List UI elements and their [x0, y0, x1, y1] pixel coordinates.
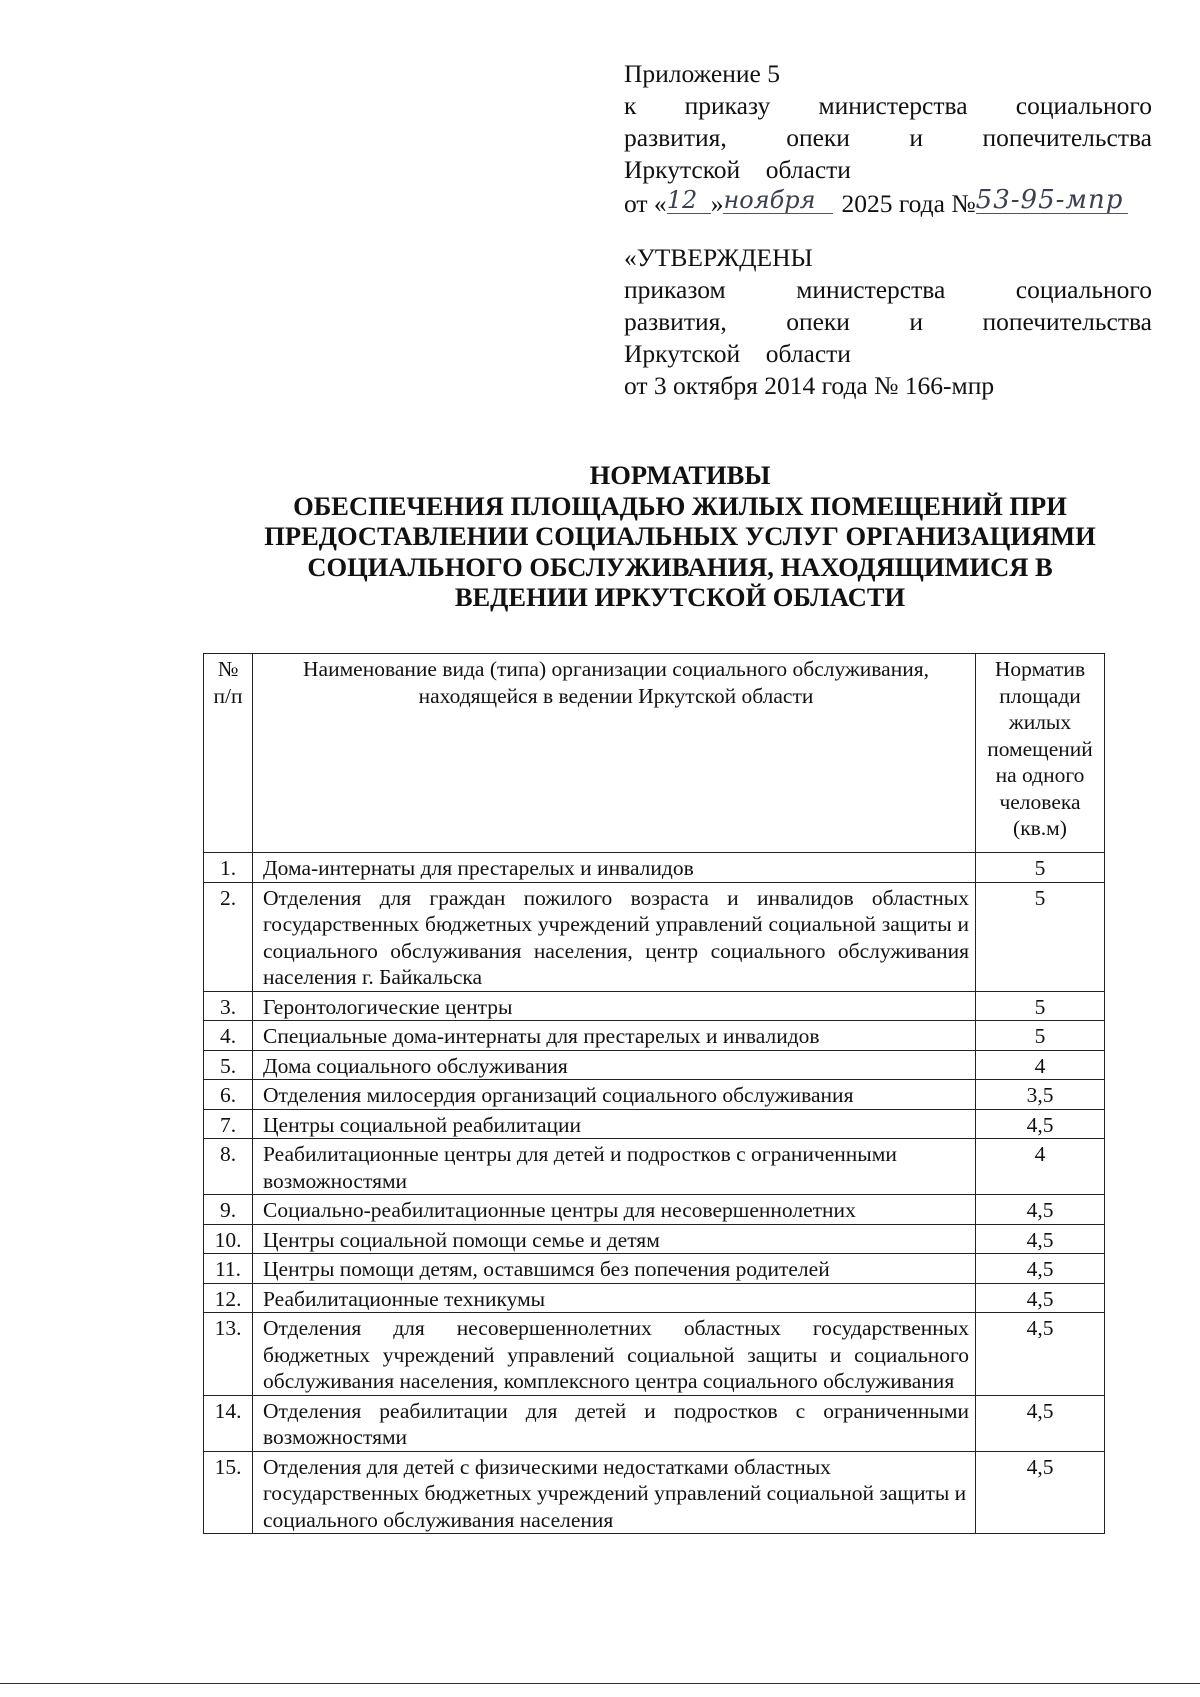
- appendix-order-ref: к приказу министерства социального: [624, 91, 1152, 120]
- appendix-date-line: от « 12 » ноября 2025 года № 53-95-мпр: [624, 186, 1152, 220]
- title-line-3: ПРЕДОСТАВЛЕНИИ СОЦИАЛЬНЫХ УСЛУГ ОРГАНИЗАЦИЯМИ: [264, 521, 1096, 551]
- row-name: Отделения для детей с физическими недостатками областных государственных бюджетных учреждений управлений социальной защиты и социального обслуживания населения: [253, 1451, 976, 1534]
- row-num: 12.: [204, 1283, 253, 1313]
- title-line-4: СОЦИАЛЬНОГО ОБСЛУЖИВАНИЯ, НАХОДЯЩИМИСЯ В: [307, 551, 1053, 582]
- table-row: [204, 1224, 1105, 1254]
- document-title: [160, 460, 1200, 613]
- title-line-5: ВЕДЕНИИ ИРКУТСКОЙ ОБЛАСТИ: [454, 582, 906, 612]
- row-name: Центры социальной помощи семье и детям: [253, 1224, 976, 1254]
- row-value: 4,5: [976, 1283, 1105, 1313]
- handwritten-order-number: 53-95-мпр: [976, 186, 1128, 212]
- appendix-ministry: развития, опеки и попечительства: [624, 123, 1152, 152]
- row-name: Социально-реабилитационные центры для несовершеннолетних: [253, 1195, 976, 1225]
- approval-region: Иркутской области: [624, 339, 851, 368]
- approval-title: «УТВЕРЖДЕНЫ: [624, 243, 813, 272]
- row-value: 4,5: [976, 1254, 1105, 1284]
- table-row: [204, 882, 1105, 991]
- table-row: [204, 1050, 1105, 1080]
- header-value: Норматив площади жилых помещений на одного человека (кв.м): [976, 654, 1105, 853]
- row-value: 5: [976, 991, 1105, 1021]
- row-num: 13.: [204, 1313, 253, 1396]
- row-value: 4: [976, 1139, 1105, 1195]
- table-header-row: [204, 654, 1105, 853]
- row-value: 3,5: [976, 1080, 1105, 1110]
- row-num: 7.: [204, 1109, 253, 1139]
- title-line-1: НОРМАТИВЫ: [589, 460, 771, 490]
- row-value: 5: [976, 882, 1105, 991]
- table-row: [204, 1254, 1105, 1284]
- appendix-region: Иркутской области: [624, 155, 851, 184]
- row-name: Реабилитационные центры для детей и подростков с ограниченными возможностями: [253, 1139, 976, 1195]
- row-num: 5.: [204, 1050, 253, 1080]
- handwritten-day: 12: [667, 186, 711, 212]
- row-num: 14.: [204, 1395, 253, 1451]
- row-value: 4,5: [976, 1224, 1105, 1254]
- title-line-2: ОБЕСПЕЧЕНИЯ ПЛОЩАДЬЮ ЖИЛЫХ ПОМЕЩЕНИЙ ПРИ: [293, 490, 1067, 521]
- row-num: 2.: [204, 882, 253, 991]
- table-row: [204, 1109, 1105, 1139]
- row-name: Центры помощи детям, оставшимся без попечения родителей: [253, 1254, 976, 1284]
- handwritten-month: ноября: [723, 186, 833, 212]
- table-row: [204, 1283, 1105, 1313]
- table-row: [204, 1080, 1105, 1110]
- row-num: 3.: [204, 991, 253, 1021]
- table-row: [204, 1139, 1105, 1195]
- row-name: Отделения для граждан пожилого возраста и инвалидов областных государственных бюджетных учреждений управлений социальной защиты и социального обслуживания населения, центр социального обслуживания населения г. Байкальска: [253, 882, 976, 991]
- row-num: 9.: [204, 1195, 253, 1225]
- row-name: Центры социальной реабилитации: [253, 1109, 976, 1139]
- table-row: [204, 1195, 1105, 1225]
- approval-ministry: развития, опеки и попечительства: [624, 307, 1152, 336]
- row-num: 11.: [204, 1254, 253, 1284]
- row-value: 4,5: [976, 1313, 1105, 1396]
- row-name: Отделения реабилитации для детей и подростков с ограниченными возможностями: [253, 1395, 976, 1451]
- row-num: 1.: [204, 853, 253, 883]
- row-name: Реабилитационные техникумы: [253, 1283, 976, 1313]
- table-row: [204, 1395, 1105, 1451]
- row-num: 15.: [204, 1451, 253, 1534]
- table-row: [204, 853, 1105, 883]
- table-row: [204, 1451, 1105, 1534]
- row-value: 4: [976, 1050, 1105, 1080]
- row-num: 4.: [204, 1021, 253, 1051]
- row-name: Отделения для несовершеннолетних областных государственных бюджетных учреждений управлений социальной защиты и социального обслуживания населения, комплексного центра социального обслуживания: [253, 1313, 976, 1396]
- header-num: № п/п: [204, 654, 253, 853]
- table-row: [204, 1313, 1105, 1396]
- row-value: 4,5: [976, 1109, 1105, 1139]
- appendix-number: Приложение 5: [624, 59, 780, 88]
- row-num: 10.: [204, 1224, 253, 1254]
- row-num: 6.: [204, 1080, 253, 1110]
- row-name: Геронтологические центры: [253, 991, 976, 1021]
- row-name: Дома-интернаты для престарелых и инвалидов: [253, 853, 976, 883]
- row-value: 5: [976, 1021, 1105, 1051]
- table-row: [204, 1021, 1105, 1051]
- row-name: Специальные дома-интернаты для престарелых и инвалидов: [253, 1021, 976, 1051]
- row-name: Дома социального обслуживания: [253, 1050, 976, 1080]
- approval-date: от 3 октября 2014 года № 166-мпр: [624, 371, 995, 400]
- row-value: 4,5: [976, 1451, 1105, 1534]
- row-num: 8.: [204, 1139, 253, 1195]
- row-name: Отделения милосердия организаций социального обслуживания: [253, 1080, 976, 1110]
- row-value: 4,5: [976, 1395, 1105, 1451]
- norms-table: [203, 653, 1105, 1534]
- bottom-rule: [0, 1683, 1200, 1684]
- header-name: Наименование вида (типа) организации социального обслуживания, находящейся в ведении Иркутской области: [253, 654, 976, 853]
- approval-by-order: приказом министерства социального: [624, 275, 1152, 304]
- row-value: 5: [976, 853, 1105, 883]
- appendix-header: [624, 58, 1152, 402]
- row-value: 4,5: [976, 1195, 1105, 1225]
- table-row: [204, 991, 1105, 1021]
